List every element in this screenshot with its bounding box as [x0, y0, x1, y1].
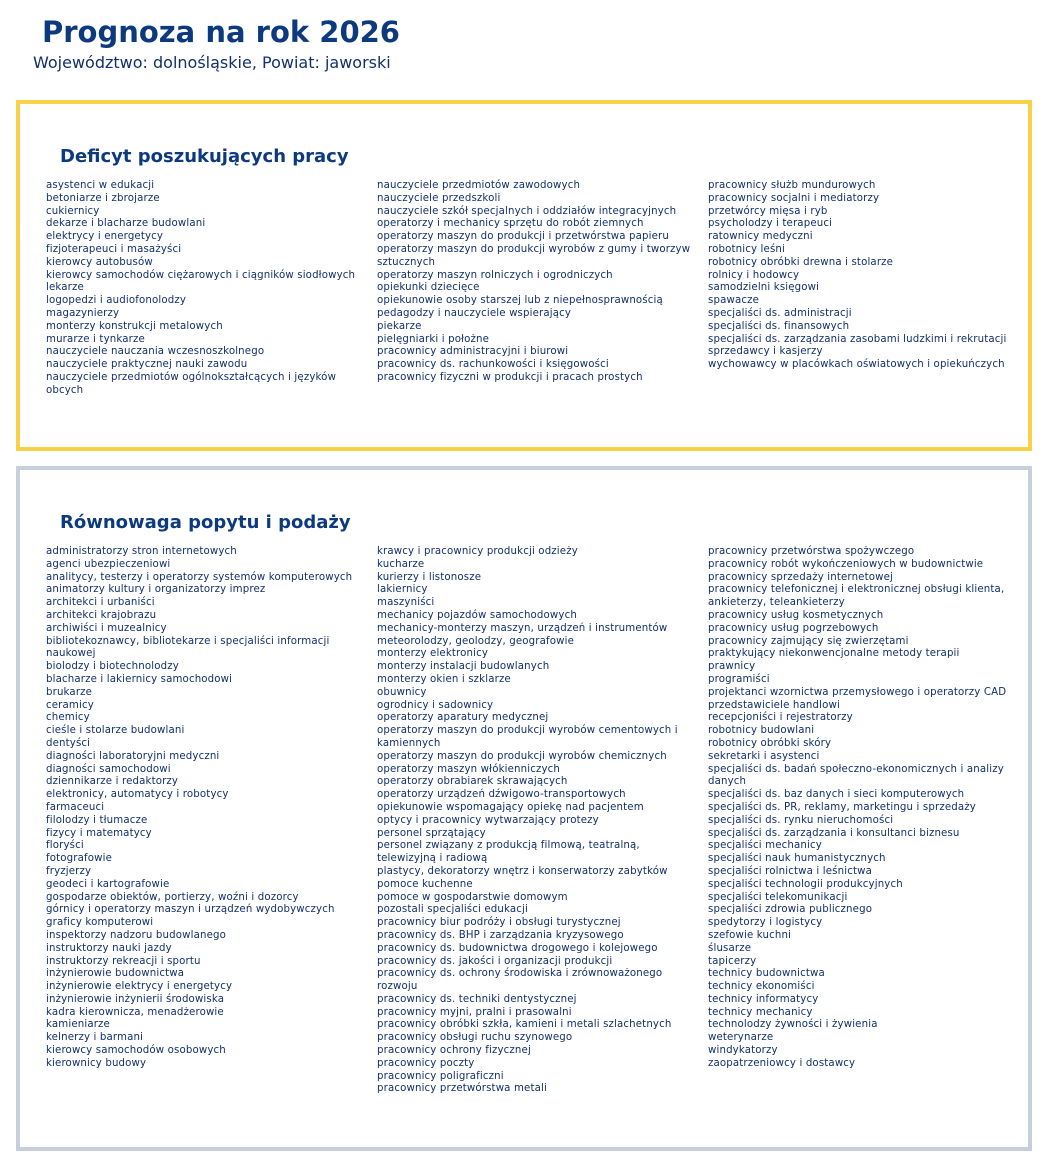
- occupation-item: architekci i urbaniści: [46, 597, 155, 609]
- occupation-item: specjaliści ds. baz danych i sieci komputerowych: [708, 789, 965, 801]
- occupation-item: szefowie kuchni: [708, 929, 792, 941]
- occupation-item: instruktorzy rekreacji i sportu: [46, 955, 201, 967]
- occupation-item: górnicy i operatorzy maszyn i urządzeń wydobywczych: [46, 904, 335, 916]
- occupation-item: pracownicy poligraficzni: [377, 1070, 504, 1082]
- occupation-item: bibliotekoznawcy, bibliotekarze i specjaliści informacji naukowej: [46, 635, 330, 660]
- occupation-item: specjaliści ds. zarządzania zasobami ludzkimi i rekrutacji: [708, 333, 1007, 345]
- occupation-item: operatorzy obrabiarek skrawających: [377, 776, 568, 788]
- occupation-item: pracownicy myjni, pralni i prasowalni: [377, 1006, 572, 1018]
- occupation-item: specjaliści ds. rynku nieruchomości: [708, 814, 894, 826]
- occupation-item: kadra kierownicza, menadżerowie: [46, 1006, 224, 1018]
- occupation-item: operatorzy maszyn do produkcji i przetwórstwa papieru: [377, 231, 669, 243]
- occupation-item: dziennikarze i redaktorzy: [46, 776, 179, 788]
- occupation-item: pracownicy ds. budownictwa drogowego i kolejowego: [377, 942, 658, 954]
- occupation-item: technicy ekonomiści: [708, 981, 815, 993]
- occupation-item: pracownicy socjalni i mediatorzy: [708, 192, 880, 204]
- occupation-item: nauczyciele szkół specjalnych i oddziałów integracyjnych: [377, 205, 677, 217]
- occupation-item: kamieniarze: [46, 1019, 110, 1031]
- occupation-item: ceramicy: [46, 699, 94, 711]
- occupation-item: personel związany z produkcją filmową, teatralną, telewizyjną i radiową: [377, 840, 640, 865]
- occupation-item: ślusarze: [708, 942, 752, 954]
- region-subtitle: Województwo: dolnośląskie, Powiat: jaworski: [33, 53, 391, 72]
- occupation-item: sprzedawcy i kasjerzy: [708, 346, 823, 358]
- occupation-item: spedytorzy i logistycy: [708, 917, 823, 929]
- occupation-item: biolodzy i biotechnolodzy: [46, 661, 179, 673]
- occupation-item: pomoce w gospodarstwie domowym: [377, 891, 568, 903]
- occupation-item: mechanicy pojazdów samochodowych: [377, 609, 577, 621]
- occupation-item: asystenci w edukacji: [46, 180, 155, 191]
- occupation-item: specjaliści ds. badań społeczno-ekonomicznych i analizy danych: [708, 763, 1004, 788]
- occupation-item: specjaliści ds. PR, reklamy, marketingu i sprzedaży: [708, 801, 976, 813]
- occupation-item: blacharze i lakiernicy samochodowi: [46, 673, 233, 685]
- occupation-item: administratorzy stron internetowych: [46, 546, 237, 557]
- occupation-item: wychowawcy w placówkach oświatowych i opiekuńczych: [708, 359, 1005, 371]
- occupation-item: specjaliści nauk humanistycznych: [708, 853, 886, 865]
- occupation-item: spawacze: [708, 295, 760, 307]
- balance-column-1: [46, 546, 371, 1071]
- occupation-item: pracownicy ds. jakości i organizacji produkcji: [377, 955, 613, 967]
- occupation-item: pracownicy usług kosmetycznych: [708, 609, 884, 621]
- occupation-item: kierowcy samochodów osobowych: [46, 1045, 226, 1057]
- occupation-item: inspektorzy nadzoru budowlanego: [46, 929, 226, 941]
- occupation-item: diagności laboratoryjni medyczni: [46, 750, 220, 762]
- occupation-item: inżynierowie inżynierii środowiska: [46, 993, 225, 1005]
- occupation-item: kelnerzy i barmani: [46, 1032, 144, 1044]
- occupation-item: sekretarki i asystenci: [708, 750, 820, 762]
- occupation-item: specjaliści ds. zarządzania i konsultanci biznesu: [708, 827, 960, 839]
- occupation-item: piekarze: [377, 320, 422, 332]
- occupation-item: kurierzy i listonosze: [377, 571, 482, 583]
- occupation-item: pracownicy telefonicznej i elektronicznej obsługi klienta, ankieterzy, teleankieterzy: [708, 584, 1005, 609]
- occupation-item: logopedzi i audiofonolodzy: [46, 295, 186, 307]
- occupation-item: monterzy okien i szklarze: [377, 673, 511, 685]
- occupation-item: robotnicy obróbki skóry: [708, 737, 832, 749]
- occupation-item: meteorolodzy, geolodzy, geografowie: [377, 635, 574, 647]
- occupation-item: opiekunowie osoby starszej lub z niepełnosprawnością: [377, 295, 663, 307]
- occupation-item: optycy i pracownicy wytwarzający protezy: [377, 814, 599, 826]
- occupation-item: samodzielni księgowi: [708, 282, 820, 294]
- occupation-item: monterzy konstrukcji metalowych: [46, 320, 223, 332]
- occupation-item: instruktorzy nauki jazdy: [46, 942, 172, 954]
- occupation-item: specjaliści technologii produkcyjnych: [708, 878, 903, 890]
- occupation-item: opiekunki dziecięce: [377, 282, 480, 294]
- occupation-item: monterzy elektronicy: [377, 648, 489, 660]
- occupation-item: specjaliści ds. finansowych: [708, 320, 850, 332]
- occupation-item: specjaliści telekomunikacji: [708, 891, 848, 903]
- occupation-item: psycholodzy i terapeuci: [708, 218, 833, 230]
- occupation-item: kierownicy budowy: [46, 1057, 147, 1069]
- occupation-item: pozostali specjaliści edukacji: [377, 904, 528, 916]
- occupation-item: lakiernicy: [377, 584, 428, 596]
- occupation-item: windykatorzy: [708, 1045, 778, 1057]
- occupation-item: pracownicy służb mundurowych: [708, 180, 876, 191]
- occupation-item: specjaliści rolnictwa i leśnictwa: [708, 865, 872, 877]
- occupation-item: gospodarze obiektów, portierzy, woźni i dozorcy: [46, 891, 299, 903]
- occupation-item: kierowcy autobusów: [46, 256, 153, 268]
- occupation-item: operatorzy aparatury medycznej: [377, 712, 549, 724]
- occupation-item: pracownicy przetwórstwa metali: [377, 1083, 547, 1095]
- occupation-item: pracownicy ds. ochrony środowiska i zrównoważonego rozwoju: [377, 968, 663, 993]
- balance-panel-title: Równowaga popytu i podaży: [60, 512, 351, 533]
- occupation-item: operatorzy maszyn do produkcji wyrobów z gumy i tworzyw sztucznych: [377, 243, 691, 268]
- occupation-item: weterynarze: [708, 1032, 774, 1044]
- occupation-item: operatorzy maszyn do produkcji wyrobów chemicznych: [377, 750, 667, 762]
- occupation-item: przetwórcy mięsa i ryb: [708, 205, 828, 217]
- occupation-item: diagności samochodowi: [46, 763, 171, 775]
- occupation-item: obuwnicy: [377, 686, 427, 698]
- occupation-item: pracownicy obsługi ruchu szynowego: [377, 1032, 573, 1044]
- occupation-item: pracownicy ds. BHP i zarządzania kryzysowego: [377, 929, 624, 941]
- occupation-item: dekarze i blacharze budowlani: [46, 218, 206, 230]
- occupation-item: agenci ubezpieczeniowi: [46, 558, 171, 570]
- occupation-item: robotnicy budowlani: [708, 725, 815, 737]
- occupation-item: graficy komputerowi: [46, 917, 154, 929]
- occupation-item: pracownicy robót wykończeniowych w budownictwie: [708, 558, 984, 570]
- occupation-item: robotnicy leśni: [708, 243, 785, 255]
- occupation-item: krawcy i pracownicy produkcji odzieży: [377, 546, 578, 557]
- occupation-item: murarze i tynkarze: [46, 333, 145, 345]
- occupation-item: nauczyciele przedmiotów ogólnokształcących i języków obcych: [46, 371, 337, 396]
- occupation-item: pedagodzy i nauczyciele wspierający: [377, 307, 572, 319]
- occupation-item: pracownicy przetwórstwa spożywczego: [708, 546, 915, 557]
- occupation-item: nauczyciele nauczania wczesnoszkolnego: [46, 346, 265, 358]
- deficit-panel: [16, 100, 1032, 451]
- occupation-item: cukiernicy: [46, 205, 100, 217]
- occupation-item: pracownicy administracyjni i biurowi: [377, 346, 569, 358]
- occupation-item: elektronicy, automatycy i robotycy: [46, 789, 229, 801]
- occupation-item: elektrycy i energetycy: [46, 231, 164, 243]
- occupation-item: nauczyciele praktycznej nauki zawodu: [46, 359, 248, 371]
- occupation-item: pracownicy ochrony fizycznej: [377, 1045, 531, 1057]
- occupation-item: pracownicy fizyczni w produkcji i pracach prostych: [377, 371, 643, 383]
- occupation-item: betoniarze i zbrojarze: [46, 192, 160, 204]
- occupation-item: specjaliści zdrowia publicznego: [708, 904, 873, 916]
- occupation-item: maszyniści: [377, 597, 435, 609]
- occupation-item: pracownicy ds. techniki dentystycznej: [377, 993, 577, 1005]
- occupation-item: magazynierzy: [46, 307, 120, 319]
- occupation-item: prawnicy: [708, 661, 756, 673]
- occupation-item: rolnicy i hodowcy: [708, 269, 800, 281]
- deficit-column-2: [377, 180, 702, 385]
- occupation-item: archiwiści i muzealnicy: [46, 622, 167, 634]
- occupation-item: opiekunowie wspomagający opiekę nad pacjentem: [377, 801, 644, 813]
- deficit-panel-title: Deficyt poszukujących pracy: [60, 146, 349, 167]
- deficit-column-1: [46, 180, 371, 398]
- occupation-item: recepcjoniści i rejestratorzy: [708, 712, 853, 724]
- balance-column-2: [377, 546, 702, 1096]
- occupation-item: lekarze: [46, 282, 84, 294]
- occupation-item: kierowcy samochodów ciężarowych i ciągników siodłowych: [46, 269, 356, 281]
- occupation-item: pracownicy obróbki szkła, kamieni i metali szlachetnych: [377, 1019, 672, 1031]
- occupation-item: pracownicy usług pogrzebowych: [708, 622, 879, 634]
- occupation-item: tapicerzy: [708, 955, 757, 967]
- occupation-item: robotnicy obróbki drewna i stolarze: [708, 256, 894, 268]
- occupation-item: operatorzy i mechanicy sprzętu do robót ziemnych: [377, 218, 644, 230]
- occupation-item: operatorzy maszyn rolniczych i ogrodniczych: [377, 269, 613, 281]
- occupation-item: cieśle i stolarze budowlani: [46, 725, 185, 737]
- occupation-item: pracownicy sprzedaży internetowej: [708, 571, 894, 583]
- occupation-item: pracownicy zajmujący się zwierzętami: [708, 635, 909, 647]
- occupation-item: dentyści: [46, 737, 91, 749]
- occupation-item: geodeci i kartografowie: [46, 878, 170, 890]
- occupation-item: programiści: [708, 673, 770, 685]
- occupation-item: floryści: [46, 840, 84, 852]
- occupation-item: technicy informatycy: [708, 993, 819, 1005]
- occupation-item: pracownicy ds. rachunkowości i księgowości: [377, 359, 609, 371]
- occupation-item: animatorzy kultury i organizatorzy imprez: [46, 584, 266, 596]
- occupation-item: fizjoterapeuci i masażyści: [46, 243, 182, 255]
- occupation-item: chemicy: [46, 712, 90, 724]
- occupation-item: nauczyciele przedmiotów zawodowych: [377, 180, 581, 191]
- occupation-item: fotografowie: [46, 853, 112, 865]
- balance-column-3: [708, 546, 1033, 1071]
- page-title: Prognoza na rok 2026: [42, 15, 400, 49]
- occupation-item: operatorzy maszyn do produkcji wyrobów cementowych i kamiennych: [377, 725, 678, 749]
- occupation-item: filolodzy i tłumacze: [46, 814, 148, 826]
- occupation-item: monterzy instalacji budowlanych: [377, 661, 550, 673]
- occupation-item: personel sprzątający: [377, 827, 486, 839]
- occupation-item: pomoce kuchenne: [377, 878, 473, 890]
- occupation-item: pracownicy biur podróży i obsługi turystycznej: [377, 917, 621, 929]
- occupation-item: nauczyciele przedszkoli: [377, 192, 501, 204]
- occupation-item: ogrodnicy i sadownicy: [377, 699, 494, 711]
- occupation-item: pielęgniarki i położne: [377, 333, 490, 345]
- occupation-item: plastycy, dekoratorzy wnętrz i konserwatorzy zabytków: [377, 865, 668, 877]
- occupation-item: farmaceuci: [46, 801, 105, 813]
- occupation-item: pracownicy poczty: [377, 1057, 475, 1069]
- occupation-item: technicy budownictwa: [708, 968, 825, 980]
- occupation-item: operatorzy maszyn włókienniczych: [377, 763, 561, 775]
- occupation-item: architekci krajobrazu: [46, 609, 157, 621]
- occupation-item: praktykujący niekonwencjonalne metody terapii: [708, 648, 960, 660]
- occupation-item: inżynierowie elektrycy i energetycy: [46, 981, 233, 993]
- occupation-item: inżynierowie budownictwa: [46, 968, 185, 980]
- occupation-item: operatorzy urządzeń dźwigowo-transportowych: [377, 789, 626, 801]
- occupation-item: technolodzy żywności i żywienia: [708, 1019, 878, 1031]
- occupation-item: fizycy i matematycy: [46, 827, 152, 839]
- deficit-column-3: [708, 180, 1033, 372]
- occupation-item: brukarze: [46, 686, 93, 698]
- occupation-item: przedstawiciele handlowi: [708, 699, 840, 711]
- occupation-item: specjaliści ds. administracji: [708, 307, 852, 319]
- occupation-item: fryzjerzy: [46, 865, 92, 877]
- balance-panel: [16, 466, 1032, 1151]
- occupation-item: analitycy, testerzy i operatorzy systemów komputerowych: [46, 571, 353, 583]
- occupation-item: mechanicy-monterzy maszyn, urządzeń i instrumentów: [377, 622, 668, 634]
- occupation-item: zaopatrzeniowcy i dostawcy: [708, 1057, 856, 1069]
- occupation-item: ratownicy medyczni: [708, 231, 813, 243]
- occupation-item: technicy mechanicy: [708, 1006, 813, 1018]
- occupation-item: projektanci wzornictwa przemysłowego i operatorzy CAD: [708, 686, 1007, 698]
- occupation-item: specjaliści mechanicy: [708, 840, 822, 852]
- occupation-item: kucharze: [377, 558, 425, 570]
